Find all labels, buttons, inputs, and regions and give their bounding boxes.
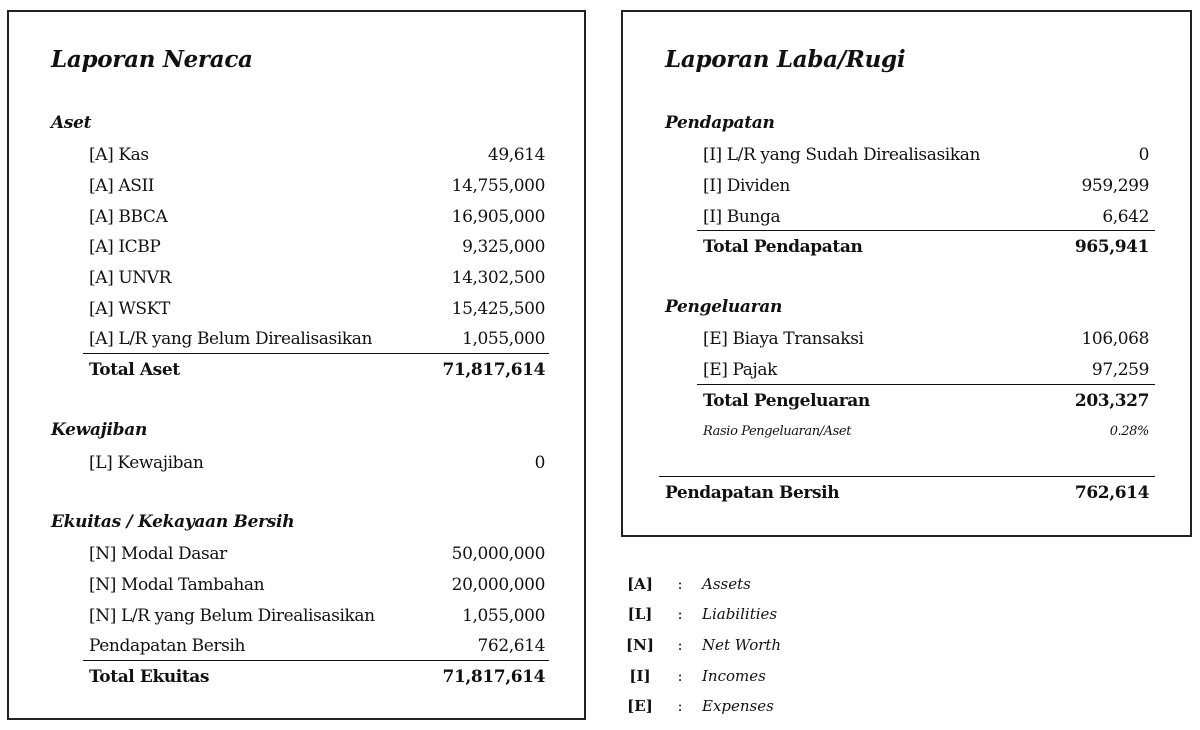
liability-row [89,450,545,476]
total-value: 71,817,614 [442,667,545,687]
row-label: [I] Dividen [703,176,790,196]
asset-row [89,173,545,199]
row-label: [I] L/R yang Sudah Direalisasikan [703,145,981,165]
legend-code: [L] [627,605,653,623]
legend-item [622,572,751,596]
row-value: 959,299 [1081,176,1149,196]
income-row [703,173,1149,199]
expense-ratio-row [703,418,1149,444]
expenses-heading: Pengeluaran [665,297,783,317]
row-value: 49,614 [487,145,545,165]
total-value: 203,327 [1074,391,1149,411]
legend-separator: : [677,697,683,715]
total-label: Total Ekuitas [89,667,210,687]
expense-row [703,326,1149,352]
row-value: 16,905,000 [451,207,545,227]
equity-total-row [89,664,545,690]
asset-row [89,142,545,168]
legend-item [622,664,766,688]
legend-code: [I] [629,667,651,685]
expenses-total-divider [697,384,1155,385]
row-label: [N] L/R yang Belum Direalisasikan [89,606,375,626]
row-value: 1,055,000 [462,606,545,626]
row-label: [A] BBCA [89,207,168,227]
legend-item [622,602,777,626]
assets-total-row [89,357,545,383]
legend-item [622,694,774,718]
legend-item [622,633,781,657]
legend-separator: : [677,575,683,593]
row-value: 14,302,500 [451,268,545,288]
asset-row [89,234,545,260]
legend-code: [A] [627,575,653,593]
row-label: [E] Pajak [703,360,777,380]
row-label: [A] Kas [89,145,149,165]
liabilities-heading: Kewajiban [51,420,148,440]
row-value: 0 [1138,145,1149,165]
total-value: 71,817,614 [442,360,545,380]
row-value: 14,755,000 [451,176,545,196]
row-label: [I] Bunga [703,207,781,227]
legend-separator: : [677,667,683,685]
equity-heading: Ekuitas / Kekayaan Bersih [51,512,295,532]
row-label: [N] Modal Dasar [89,544,227,564]
row-label: [A] ASII [89,176,155,196]
row-label: [A] UNVR [89,268,172,288]
row-label: [L] Kewajiban [89,453,204,473]
row-value: 106,068 [1081,329,1149,349]
asset-row [89,326,545,352]
total-value: 965,941 [1074,237,1149,257]
income-row [703,142,1149,168]
income-total-divider [697,230,1155,231]
balance-sheet-title: Laporan Neraca [51,46,253,73]
legend-description: Net Worth [702,636,782,654]
row-value: 15,425,500 [451,299,545,319]
legend-description: Expenses [702,697,774,715]
equity-total-divider [83,660,549,661]
expenses-total-row [703,388,1149,414]
expense-row [703,357,1149,383]
income-heading: Pendapatan [665,113,775,133]
equity-row [89,633,545,659]
row-label: Pendapatan Bersih [89,636,246,656]
net-income-divider [659,476,1155,477]
equity-row [89,572,545,598]
balance-sheet-panel [7,10,586,720]
row-label: [A] L/R yang Belum Direalisasikan [89,329,373,349]
total-label: Total Aset [89,360,180,380]
assets-heading: Aset [51,113,92,133]
row-label: [E] Biaya Transaksi [703,329,864,349]
row-value: 50,000,000 [451,544,545,564]
legend-description: Liabilities [702,605,778,623]
row-label: [A] WSKT [89,299,170,319]
income-statement-title: Laporan Laba/Rugi [665,46,906,73]
ratio-value: 0.28% [1109,423,1149,439]
total-label: Total Pengeluaran [703,391,870,411]
row-value: 1,055,000 [462,329,545,349]
legend-separator: : [677,605,683,623]
asset-row [89,204,545,230]
row-value: 9,325,000 [462,237,545,257]
income-statement-panel [621,10,1192,537]
legend-code: [E] [627,697,653,715]
row-value: 20,000,000 [451,575,545,595]
legend-separator: : [677,636,683,654]
equity-row [89,603,545,629]
income-row [703,204,1149,230]
legend-description: Assets [702,575,751,593]
net-income-value: 762,614 [1074,483,1149,503]
net-income-row [665,480,1149,506]
row-label: [A] ICBP [89,237,161,257]
row-value: 6,642 [1102,207,1149,227]
income-total-row [703,234,1149,260]
asset-row [89,296,545,322]
row-value: 762,614 [477,636,545,656]
net-income-label: Pendapatan Bersih [665,483,840,503]
legend-description: Incomes [702,667,766,685]
asset-row [89,265,545,291]
row-value: 0 [534,453,545,473]
total-label: Total Pendapatan [703,237,863,257]
row-label: [N] Modal Tambahan [89,575,265,595]
assets-total-divider [83,353,549,354]
row-value: 97,259 [1091,360,1149,380]
equity-row [89,541,545,567]
ratio-label: Rasio Pengeluaran/Aset [703,423,852,439]
legend-code: [N] [626,636,654,654]
